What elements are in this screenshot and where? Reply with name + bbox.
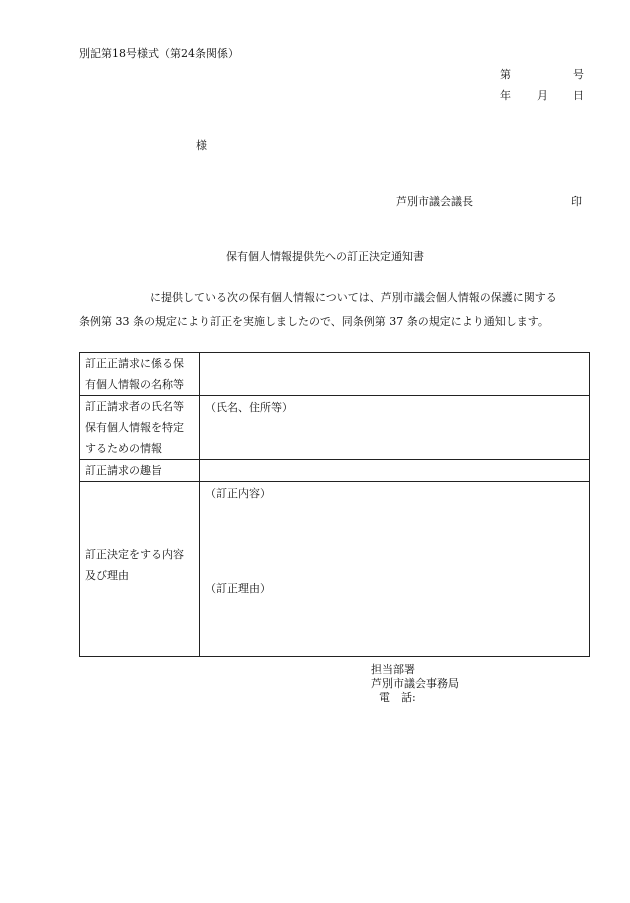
- label-line: 及び理由: [85, 569, 129, 582]
- row-value: [200, 396, 590, 460]
- table-row-decision-content: [80, 482, 590, 657]
- row-value: [200, 460, 590, 482]
- label-line: 保有個人情報を特定: [85, 421, 184, 434]
- document-title: 保有個人情報提供先への訂正決定通知書: [226, 250, 424, 263]
- value-hint-reason: （訂正理由）: [205, 582, 271, 595]
- contact-block: [371, 663, 459, 705]
- number-prefix: 第: [500, 68, 511, 81]
- addressee-honorific: 様: [196, 139, 207, 152]
- label-line: 有個人情報の名称等: [85, 378, 184, 391]
- number-suffix: 号: [573, 68, 584, 81]
- row-label: [80, 482, 200, 657]
- value-hint-content: （訂正内容）: [205, 487, 271, 500]
- table-row-request-purpose: [80, 460, 590, 482]
- table-row-requester-info: [80, 396, 590, 460]
- row-label: 訂正請求の趣旨: [80, 460, 200, 482]
- row-value: [200, 482, 590, 657]
- label-line: 訂正請求者の氏名等: [85, 400, 184, 413]
- row-label: [80, 353, 200, 396]
- notice-table: [79, 352, 590, 657]
- seal-mark: 印: [571, 195, 582, 208]
- body-text-line-2: 条例第 33 条の規定により訂正を実施しましたので、同条例第 37 条の規定により通知します。: [79, 315, 549, 328]
- date-year: 年: [500, 89, 511, 102]
- value-hint: （氏名、住所等）: [205, 401, 293, 414]
- phone-label: 電 話:: [379, 691, 416, 704]
- sender-name: 芦別市議会議長: [396, 195, 473, 208]
- row-value: [200, 353, 590, 396]
- department-label: 担当部署: [371, 663, 415, 676]
- date-month: 月: [537, 89, 548, 102]
- label-line: 訂正決定をする内容: [85, 548, 184, 561]
- table-row-record-name: [80, 353, 590, 396]
- department-name: 芦別市議会事務局: [371, 677, 459, 690]
- label-line: 訂正正請求に係る保: [85, 357, 184, 370]
- body-text-line-1: に提供している次の保有個人情報については、芦別市議会個人情報の保護に関する: [150, 291, 557, 304]
- form-label: 別記第18号様式（第24条関係）: [79, 47, 239, 60]
- date-day: 日: [573, 89, 584, 102]
- label-line: するための情報: [85, 442, 162, 455]
- row-label: [80, 396, 200, 460]
